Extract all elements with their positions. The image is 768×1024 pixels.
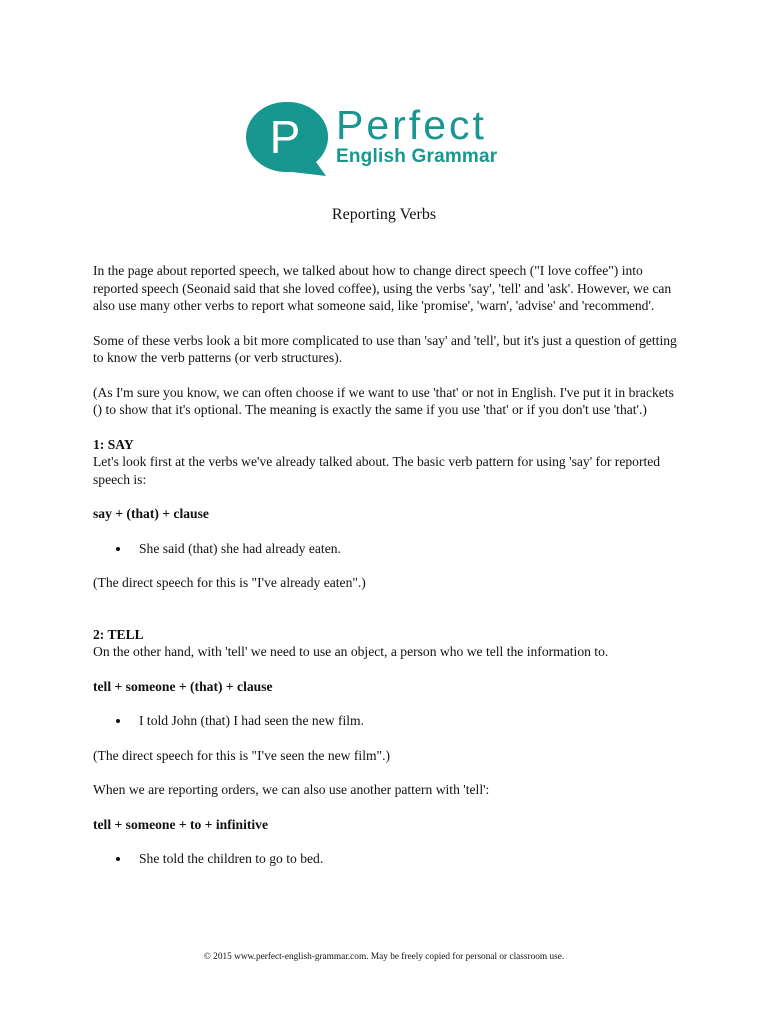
logo-subtitle: English Grammar: [336, 146, 498, 167]
page-title: Reporting Verbs: [331, 206, 437, 223]
tell-example-list-item: I told John (that) I had seen the new film.: [93, 712, 683, 730]
logo-text: [336, 104, 497, 168]
say-example-list-item: She said (that) she had already eaten.: [93, 540, 683, 558]
say-heading: 1: SAY: [93, 436, 134, 452]
tell-pattern: tell + someone + (that) + clause: [93, 678, 273, 694]
that-note-paragraph: (As I'm sure you know, we can often choose if we want to use 'that' or not in English. I've put it in brackets () to show that it's optional. The meaning is exactly the same if you use 'that' or if you don't use 'that'.): [93, 384, 674, 417]
tell-text: On the other hand, with 'tell' we need to use an object, a person who we tell the information to.: [93, 644, 609, 659]
speech-bubble-logo-icon: [244, 100, 334, 180]
tell-orders-text: When we are reporting orders, we can also use another pattern with 'tell':: [93, 782, 490, 797]
say-text: Let's look first at the verbs we've already talked about. The basic verb pattern for using 'say' for reported speech is:: [93, 454, 661, 487]
complicated-paragraph: Some of these verbs look a bit more complicated to use than 'say' and 'tell', but it's just a question of getting to know the verb patterns (or verb structures).: [93, 332, 677, 365]
tell-example-2-list-item: She told the children to go to bed.: [93, 850, 683, 868]
say-pattern: say + (that) + clause: [93, 506, 209, 521]
logo: [244, 100, 534, 180]
say-direct-speech: (The direct speech for this is "I've already eaten".): [93, 575, 366, 590]
tell-pattern-2: tell + someone + to + infinitive: [93, 816, 269, 832]
logo-letter: P: [269, 111, 301, 163]
footer-copyright: © 2015 www.perfect-english-grammar.com. May be freely copied for personal or classroom use.: [203, 952, 565, 962]
tell-direct-speech: (The direct speech for this is "I've seen the new film".): [93, 747, 391, 763]
intro-paragraph: In the page about reported speech, we talked about how to change direct speech ("I love coffee") into reported speech (Seonaid said that she loved coffee), using the verbs 'say', 'tell' and 'ask'. However, we can also use many other verbs to report what someone said, like 'promise', 'warn', 'advise' and 'recommend'.: [93, 263, 672, 313]
tell-heading: 2: TELL: [93, 626, 144, 642]
document-body: [93, 262, 683, 868]
logo-word: Perfect: [336, 102, 487, 148]
